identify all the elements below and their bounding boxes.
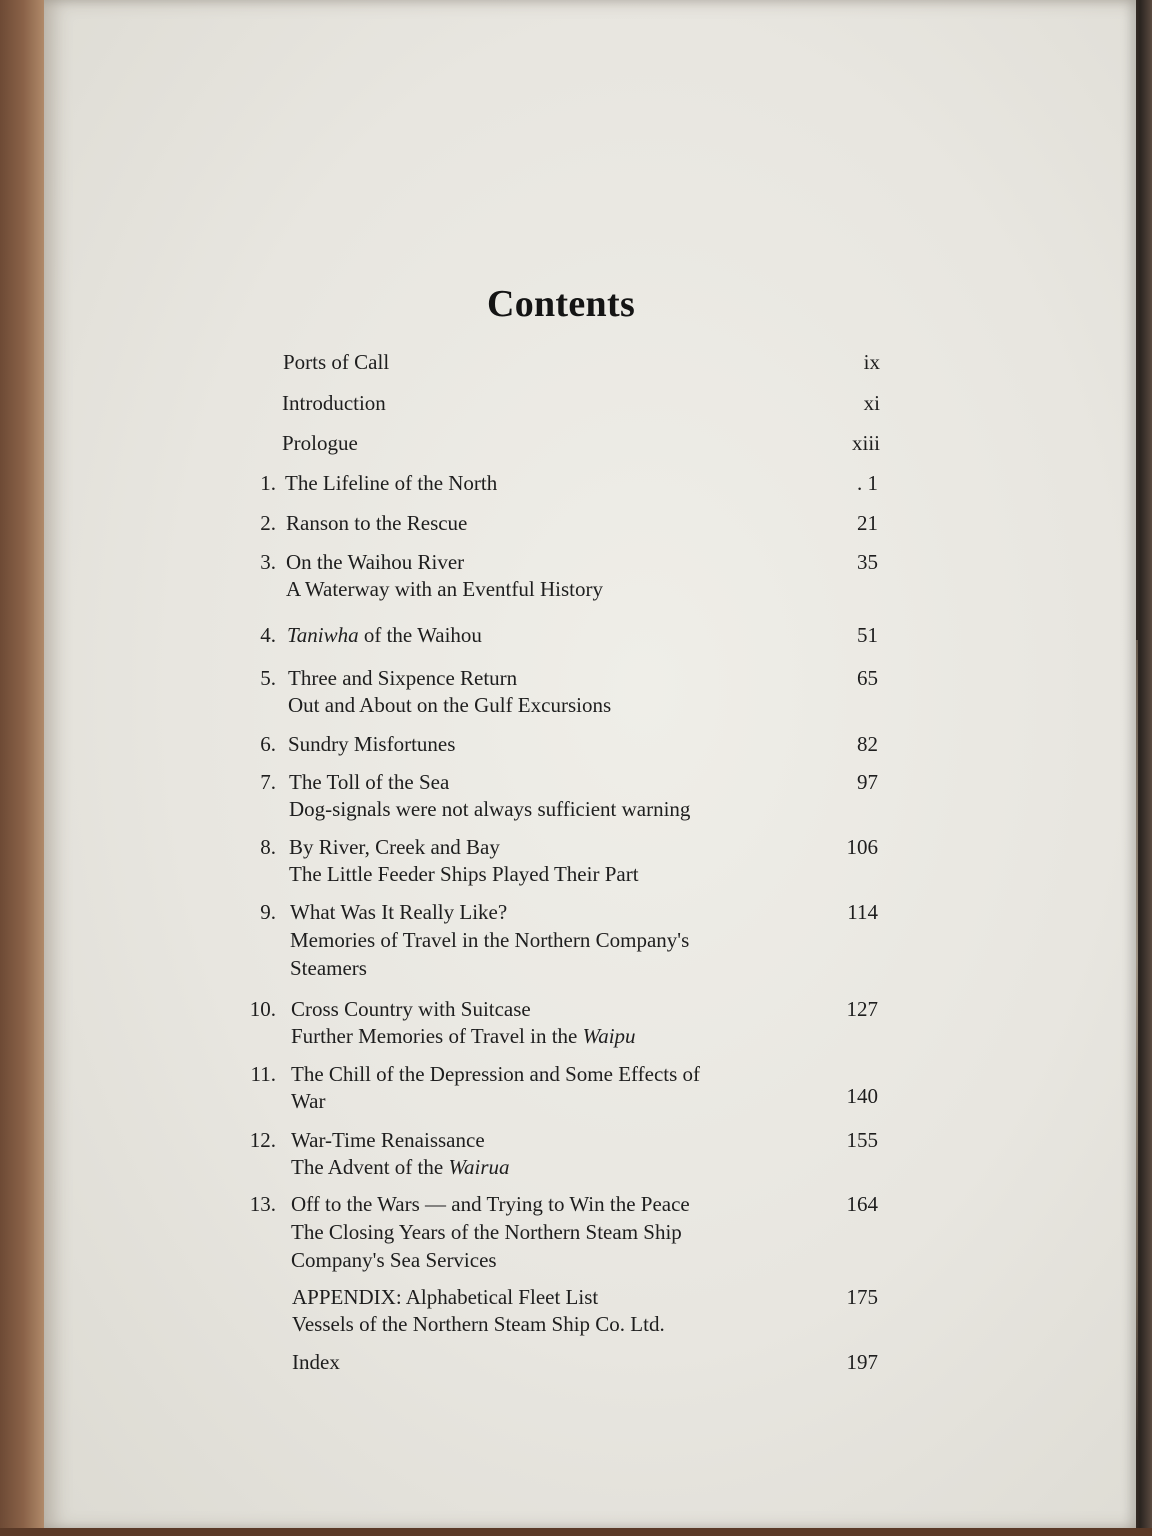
toc-entry-page: 106 (846, 835, 878, 859)
toc-entry-subtitle-italic: Wairua (448, 1155, 510, 1179)
toc-entry-title: What Was It Really Like? (290, 900, 508, 924)
toc-entry-subtitle-italic: Waipu (582, 1024, 636, 1048)
toc-entry-number: 10. (249, 997, 276, 1021)
toc-entry-title: Ranson to the Rescue (286, 511, 468, 535)
toc-entry-number: 2. (260, 511, 276, 535)
toc-entry-title: By River, Creek and Bay (289, 835, 500, 859)
toc-entry-number: 5. (260, 666, 276, 690)
toc-entry-title: Three and Sixpence Return (288, 666, 518, 690)
toc-entry-subtitle-text: Further Memories of Travel in the (291, 1024, 583, 1048)
toc-entry-page: 35 (857, 550, 878, 574)
toc-entry-title: APPENDIX: Alphabetical Fleet List (292, 1285, 599, 1309)
toc-entry-page: . 1 (857, 471, 878, 495)
page-title: Contents (486, 283, 636, 325)
toc-entry-subtitle: The Little Feeder Ships Played Their Part (289, 862, 639, 886)
toc-entry-title: The Toll of the Sea (289, 770, 450, 794)
toc-entry-subtitle: Company's Sea Services (291, 1248, 497, 1272)
toc-entry-page: 51 (857, 623, 878, 647)
toc-entry-number: 13. (249, 1192, 276, 1216)
toc-entry-page: 65 (857, 666, 878, 690)
toc-entry-title-rest: of the Waihou (358, 623, 482, 647)
toc-entry-page: 97 (857, 770, 878, 794)
toc-entry-subtitle-text: The Advent of the (291, 1155, 449, 1179)
toc-entry-number: 7. (260, 770, 276, 794)
toc-entry-page: 155 (846, 1128, 878, 1152)
toc-entry-page: 175 (846, 1285, 878, 1309)
toc-entry-title: Introduction (282, 391, 386, 415)
toc-entry-title: Prologue (282, 431, 358, 455)
toc-entry-page: 114 (847, 900, 878, 924)
toc-entry-subtitle: Vessels of the Northern Steam Ship Co. Ltd. (292, 1312, 665, 1336)
toc-entry-subtitle (291, 1023, 811, 1050)
toc-entry-subtitle: Dog-signals were not always sufficient warning (289, 797, 691, 821)
toc-entry-page: 21 (857, 511, 878, 535)
toc-entry-number: 12. (249, 1128, 276, 1152)
toc-entry-title: Ports of Call (283, 350, 390, 374)
book-cover-edge-bottom (0, 1528, 1152, 1536)
toc-entry-title: The Lifeline of the North (285, 471, 498, 495)
toc-entry-subtitle: Memories of Travel in the Northern Company's (290, 928, 690, 952)
toc-entry-page: 140 (846, 1084, 878, 1108)
toc-entry-title: Off to the Wars — and Trying to Win the Peace (291, 1192, 690, 1216)
toc-entry-subtitle: A Waterway with an Eventful History (286, 577, 603, 601)
toc-entry-subtitle: Out and About on the Gulf Excursions (288, 693, 612, 717)
toc-entry-title: Sundry Misfortunes (288, 732, 456, 756)
toc-entry-number: 8. (260, 835, 276, 859)
toc-entry-number: 1. (260, 471, 276, 495)
toc-entry-number: 4. (260, 623, 276, 647)
toc-entry-number: 11. (250, 1062, 276, 1086)
toc-entry-title: War-Time Renaissance (291, 1128, 485, 1152)
toc-entry-page: ix (863, 350, 880, 374)
toc-entry-title (287, 622, 807, 649)
toc-entry-page: 164 (846, 1192, 878, 1216)
toc-entry-page: 82 (857, 732, 878, 756)
toc-entry-title: On the Waihou River (286, 550, 465, 574)
toc-entry-title: The Chill of the Depression and Some Effects of (291, 1062, 701, 1086)
toc-entry-title: Index (292, 1350, 340, 1374)
toc-entry-title: Cross Country with Suitcase (291, 997, 531, 1021)
toc-entry-number: 6. (260, 732, 276, 756)
toc-entry-title-italic: Taniwha (287, 623, 359, 647)
toc-entry-title-continued: War (291, 1089, 326, 1113)
toc-entry-subtitle (291, 1154, 811, 1181)
toc-entry-subtitle: Steamers (290, 956, 367, 980)
toc-entry-number: 9. (260, 900, 276, 924)
toc-entry-page: 127 (846, 997, 878, 1021)
toc-entry-page: xi (863, 391, 880, 415)
toc-entry-subtitle: The Closing Years of the Northern Steam Ship (291, 1220, 682, 1244)
toc-entry-number: 3. (260, 550, 276, 574)
toc-entry-page: xiii (851, 431, 880, 455)
toc-entry-page: 197 (846, 1350, 878, 1374)
